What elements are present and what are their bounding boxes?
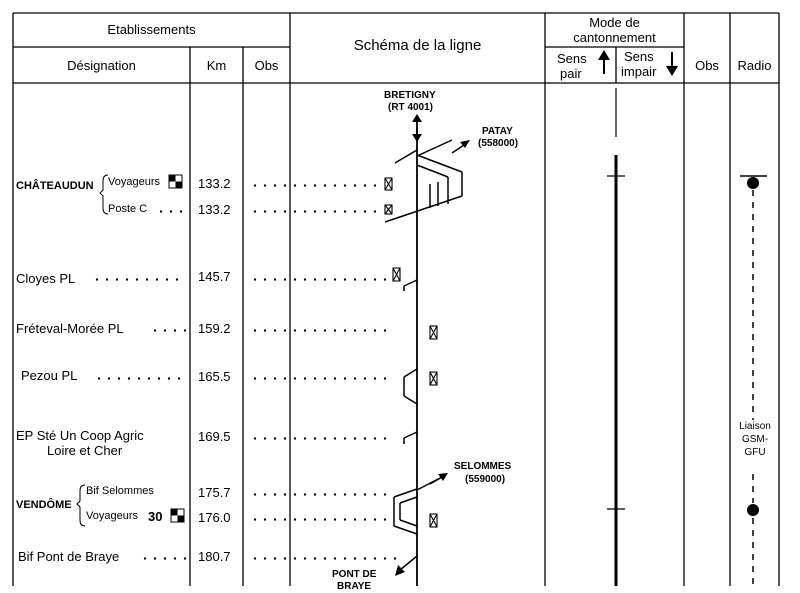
header-mode-line1: Mode de xyxy=(589,15,640,30)
signal-box-icon xyxy=(430,326,437,339)
chateaudun-voyageurs: Voyageurs xyxy=(108,176,160,188)
header-schema: Schéma de la ligne xyxy=(353,37,482,54)
signal-box-icon xyxy=(430,514,437,527)
radio-liaison: Liaison xyxy=(739,421,771,432)
station-freteval: Fréteval-Morée PL xyxy=(16,321,124,336)
leader-dots xyxy=(250,377,390,380)
signal-box-icon xyxy=(385,205,392,214)
header-radio: Radio xyxy=(737,58,772,73)
selommes-arrow-icon xyxy=(430,473,448,484)
signal-box-icon xyxy=(393,268,400,281)
signal-box-icon xyxy=(430,372,437,385)
header-obs-2: Obs xyxy=(695,58,719,73)
leader-dots xyxy=(250,493,390,496)
station-vendome: VENDÔME xyxy=(16,499,72,511)
vendome-voyageurs-number: 30 xyxy=(148,509,163,524)
pezou-platform xyxy=(404,369,417,404)
header-etablissements: Etablissements xyxy=(107,22,196,37)
bretigny-up-arrow-icon xyxy=(412,114,422,122)
km-pont-braye: 180.7 xyxy=(198,549,231,564)
station-checkered-icon xyxy=(169,175,182,188)
chateaudun-poste: Poste C xyxy=(108,203,148,215)
station-checkered-icon xyxy=(171,509,184,522)
leader-dots xyxy=(250,437,390,440)
station-chateaudun: CHÂTEAUDUN xyxy=(16,180,94,192)
header-designation: Désignation xyxy=(67,58,136,73)
station-cloyes: Cloyes PL xyxy=(16,271,76,286)
leader-dots xyxy=(250,210,380,213)
vendome-bif-selommes: Bif Selommes xyxy=(86,485,154,497)
signal-box-icon xyxy=(385,178,392,190)
leader-dots xyxy=(250,329,390,332)
header-obs: Obs xyxy=(254,58,279,73)
leader-dots xyxy=(250,184,380,187)
label-selommes-code: (559000) xyxy=(465,474,506,485)
label-patay-code: (558000) xyxy=(478,138,519,149)
label-patay: PATAY xyxy=(482,126,513,137)
header-sens-impair-1: Sens xyxy=(624,49,654,64)
km-cloyes: 145.7 xyxy=(198,269,231,284)
label-selommes: SELOMMES xyxy=(454,461,512,472)
header-sens-impair-2: impair xyxy=(621,64,657,79)
leader-dots xyxy=(250,278,390,281)
leader-dots xyxy=(140,557,186,560)
leader-dots xyxy=(92,278,186,281)
station-ep-line1: EP Sté Un Coop Agric xyxy=(16,428,144,443)
header-sens-pair-1: Sens xyxy=(557,51,587,66)
header-sens-pair-2: pair xyxy=(560,66,582,81)
down-arrow-icon xyxy=(666,52,678,76)
leader-dots xyxy=(150,329,186,332)
radio-gfu: GFU xyxy=(744,447,766,458)
leader-dots xyxy=(250,557,400,560)
vendome-voyageurs: Voyageurs xyxy=(86,510,138,522)
patay-arrow-icon xyxy=(452,140,470,153)
vendome-bracket xyxy=(77,485,85,526)
station-pezou: Pezou PL xyxy=(21,368,78,383)
chateaudun-junction xyxy=(385,140,462,222)
header-km: Km xyxy=(206,58,227,73)
bretigny-down-arrow-icon xyxy=(412,134,422,142)
km-chateaudun-voyageurs: 133.2 xyxy=(198,176,231,191)
km-vendome-voyageurs: 176.0 xyxy=(198,510,231,525)
cantonnement-track xyxy=(607,88,625,586)
station-pont-braye: Bif Pont de Braye xyxy=(18,549,120,564)
chateaudun-bracket xyxy=(100,175,108,214)
label-braye: BRAYE xyxy=(337,581,372,592)
cloyes-platform xyxy=(404,280,417,291)
leader-dots xyxy=(156,210,186,213)
label-bretigny: BRETIGNY xyxy=(384,90,436,101)
radio-coverage xyxy=(740,176,767,586)
km-pezou: 165.5 xyxy=(198,369,231,384)
header-mode-line2: cantonnement xyxy=(573,30,656,45)
label-bretigny-code: (RT 4001) xyxy=(388,102,434,113)
ep-siding xyxy=(404,432,417,444)
station-ep-line2: Loire et Cher xyxy=(47,443,123,458)
km-freteval: 159.2 xyxy=(198,321,231,336)
leader-dots xyxy=(250,518,390,521)
km-chateaudun-poste: 133.2 xyxy=(198,202,231,217)
radio-gsm: GSM- xyxy=(741,434,769,445)
km-vendome-bif: 175.7 xyxy=(198,485,231,500)
up-arrow-icon xyxy=(598,50,610,74)
km-ep: 169.5 xyxy=(198,429,231,444)
label-pont-de-braye: PONT DE xyxy=(332,569,377,580)
leader-dots xyxy=(94,377,186,380)
